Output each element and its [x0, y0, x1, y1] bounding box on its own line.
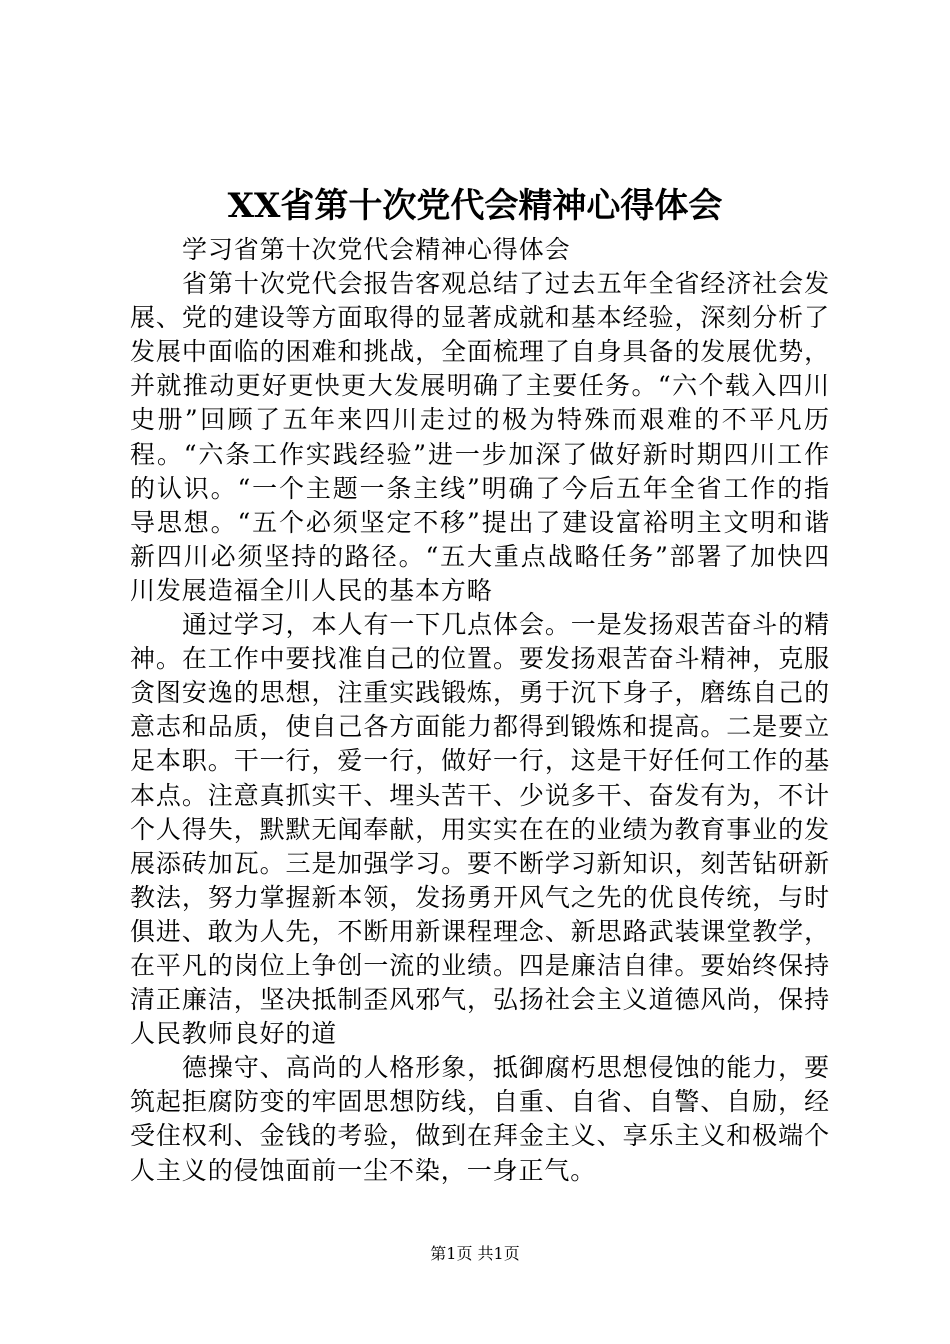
page-footer: 第1页 共1页	[430, 1244, 520, 1263]
document-body	[130, 233, 830, 1188]
paragraph-integrity: 德操守、高尚的人格形象，抵御腐朽思想侵蚀的能力，要筑起拒腐防变的牢固思想防线，自重、自省、自警、自励，经受住权利、金钱的考验，做到在拜金主义、享乐主义和极端个人主义的侵蚀面前一尘不染，一身正气。	[130, 1053, 830, 1185]
document-title: XX省第十次党代会精神心得体会	[227, 186, 723, 226]
paragraph-report-summary: 省第十次党代会报告客观总结了过去五年全省经济社会发展、党的建设等方面取得的显著成就和基本经验，深刻分析了发展中面临的困难和挑战，全面梳理了自身具备的发展优势，并就推动更好更快更大发展明确了主要任务。“六个载入四川史册”回顾了五年来四川走过的极为特殊而艰难的不平凡历程。“六条工作实践经验”进一步加深了做好新时期四川工作的认识。“一个主题一条主线”明确了今后五年全省工作的指导思想。“五个必须坚定不移”提出了建设富裕明主文明和谐新四川必须坚持的路径。“五大重点战略任务”部署了加快四川发展造福全川人民的基本方略	[130, 269, 830, 605]
paragraph-personal-insights: 通过学习，本人有一下几点体会。一是发扬艰苦奋斗的精神。在工作中要找准自己的位置。要发扬艰苦奋斗精神，克服贪图安逸的思想，注重实践锻炼，勇于沉下身子，磨练自己的意志和品质，使自己各方面能力都得到锻炼和提高。二是要立足本职。干一行，爱一行，做好一行，这是干好任何工作的基本点。注意真抓实干、埋头苦干、少说多干、奋发有为，不计个人得失，默默无闻奉献，用实实在在的业绩为教育事业的发展添砖加瓦。三是加强学习。要不断学习新知识，刻苦钻研新教法，努力掌握新本领，发扬勇开风气之先的优良传统，与时俱进、敢为人先，不断用新课程理念、新思路武装课堂教学，在平凡的岗位上争创一流的业绩。四是廉洁自律。要始终保持清正廉洁，坚决抵制歪风邪气，弘扬社会主义道德风尚，保持人民教师良好的道	[130, 610, 830, 1049]
paragraph-subtitle: 学习省第十次党代会精神心得体会	[182, 235, 571, 264]
